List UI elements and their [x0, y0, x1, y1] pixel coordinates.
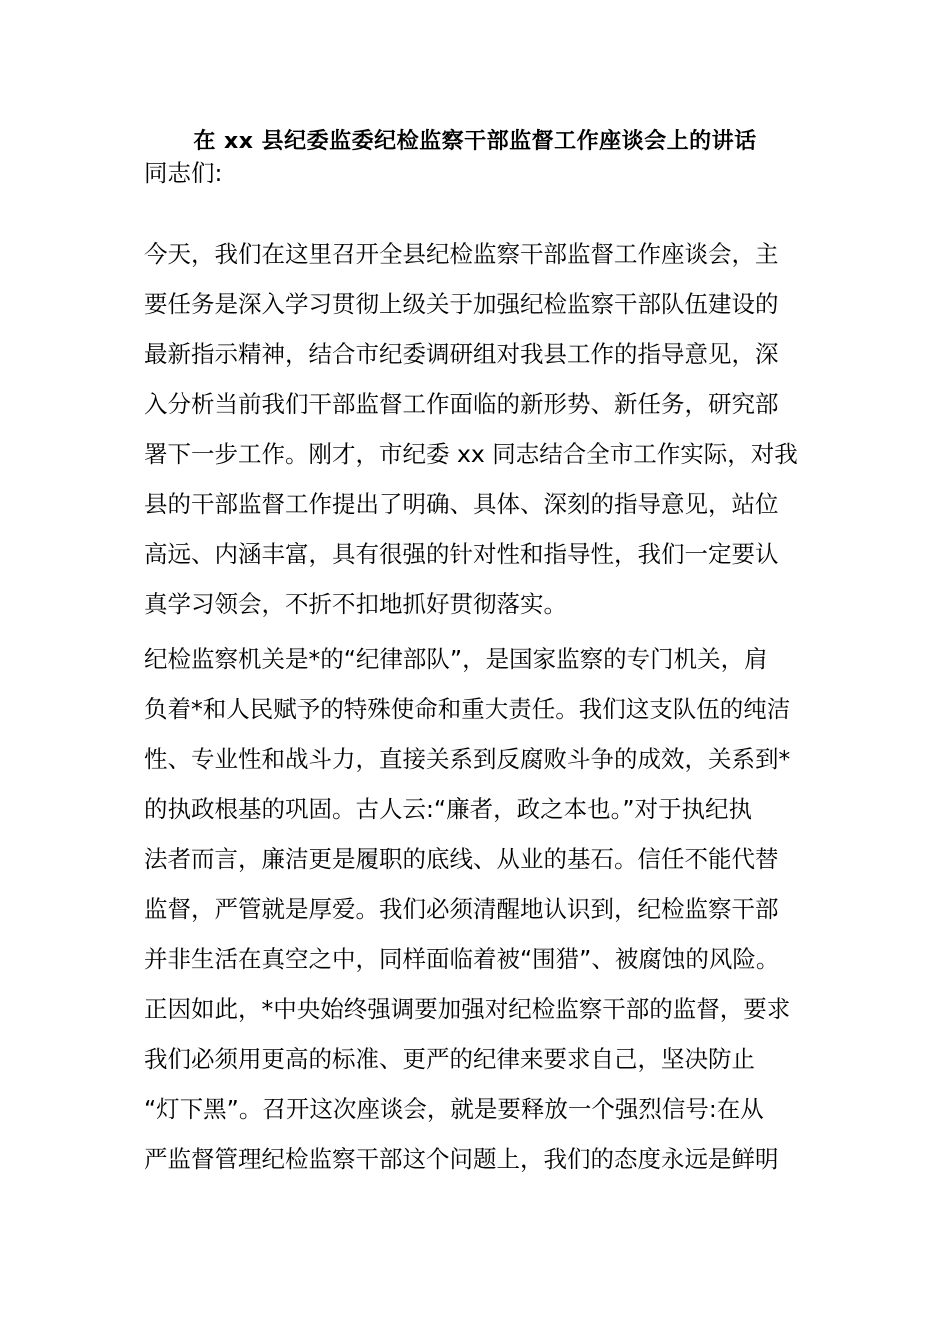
paragraph-line: 县的干部监督工作提出了明确、具体、深刻的指导意见，站位 [144, 490, 779, 518]
paragraph-line: “灯下黑”。召开这次座谈会，就是要释放一个强烈信号:在从 [144, 1095, 764, 1123]
paragraph-line: 纪检监察机关是*的“纪律部队”，是国家监察的专门机关，肩 [144, 645, 768, 673]
paragraph-line: 今天，我们在这里召开全县纪检监察干部监督工作座谈会，主 [144, 240, 779, 268]
paragraph-line: 法者而言，廉洁更是履职的底线、从业的基石。信任不能代替 [144, 845, 779, 873]
paragraph-line: 正因如此，*中央始终强调要加强对纪检监察干部的监督，要求 [144, 995, 791, 1023]
paragraph-line: 高远、内涵丰富，具有很强的针对性和指导性，我们一定要认 [144, 540, 779, 568]
paragraph-line: 最新指示精神，结合市纪委调研组对我县工作的指导意见，深 [144, 340, 779, 368]
paragraph-line: 的执政根基的巩固。古人云:“廉者，政之本也。”对于执纪执 [144, 795, 753, 823]
salutation-line: 同志们: [144, 159, 223, 187]
paragraph-line: 监督，严管就是厚爱。我们必须清醒地认识到，纪检监察干部 [144, 895, 779, 923]
paragraph-line: 我们必须用更高的标准、更严的纪律来要求自己，坚决防止 [144, 1045, 755, 1073]
paragraph-line: 真学习领会，不折不扣地抓好贯彻落实。 [144, 590, 567, 618]
paragraph-line: 要任务是深入学习贯彻上级关于加强纪检监察干部队伍建设的 [144, 290, 779, 318]
paragraph-line: 负着*和人民赋予的特殊使命和重大责任。我们这支队伍的纯洁 [144, 695, 791, 723]
paragraph-2 [144, 634, 814, 1184]
document-title: 在 xx 县纪委监委纪检监察干部监督工作座谈会上的讲话 [193, 129, 757, 154]
paragraph-line: 严监督管理纪检监察干部这个问题上，我们的态度永远是鲜明 [144, 1145, 779, 1173]
paragraph-1 [144, 229, 814, 629]
paragraph-line: 并非生活在真空之中，同样面临着被“围猎”、被腐蚀的风险。 [144, 945, 780, 973]
paragraph-line: 性、专业性和战斗力，直接关系到反腐败斗争的成效，关系到* [144, 745, 791, 773]
paragraph-line: 入分析当前我们干部监督工作面临的新形势、新任务，研究部 [144, 390, 779, 418]
paragraph-line: 署下一步工作。刚才，市纪委 xx 同志结合全市工作实际，对我 [144, 440, 798, 468]
salutation [144, 148, 814, 198]
